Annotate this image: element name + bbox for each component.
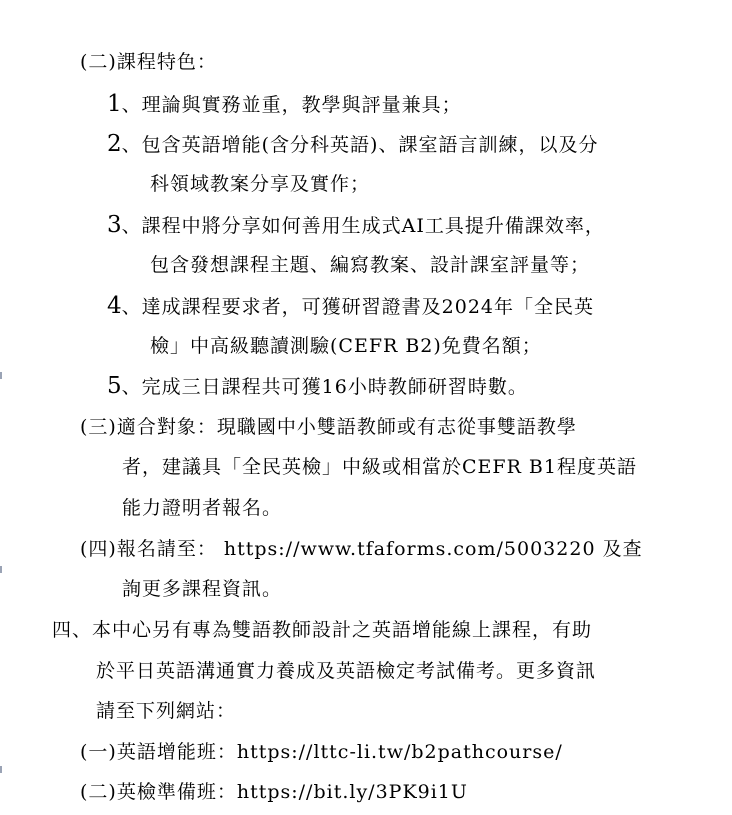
item-number: 2 <box>107 131 122 157</box>
item-text: 、達成課程要求者，可獲研習證書及2024年「全民英 <box>121 296 594 318</box>
item-text: 、理論與實務並重，教學與評量兼具； <box>121 94 462 116</box>
section-heading-audience: (三)適合對象：現職國中小雙語教師或有志從事雙語教學 <box>80 416 577 438</box>
paragraph-line: 詢更多課程資訊。 <box>122 578 283 600</box>
part-heading-online-courses: 四、本中心另有專為雙語教師設計之英語增能線上課程，有助 <box>52 619 593 641</box>
course-url-link[interactable]: https://lttc-li.tw/b2pathcourse/ <box>236 741 563 763</box>
list-item <box>107 92 462 117</box>
course-link-row <box>80 740 563 764</box>
course-label: (一)英語增能班： <box>80 741 237 763</box>
course-url-link[interactable]: https://bit.ly/3PK9i1U <box>236 781 468 803</box>
margin-mark <box>0 766 2 773</box>
section-heading-features: (二)課程特色： <box>80 51 217 73</box>
item-number: 1 <box>107 91 122 117</box>
paragraph-line: 能力證明者報名。 <box>122 497 283 519</box>
item-number: 4 <box>107 293 122 319</box>
item-text: 、完成三日課程共可獲16小時教師研習時數。 <box>121 376 528 398</box>
list-item <box>107 132 598 157</box>
item-number: 3 <box>107 212 122 238</box>
section-heading-registration[interactable]: (四)報名請至： https://www.tfaforms.com/5003220 及查 <box>80 538 643 560</box>
item-text: 、包含英語增能(含分科英語)、課室語言訓練，以及分 <box>121 134 599 156</box>
item-text: 、課程中將分享如何善用生成式AI工具提升備課效率， <box>121 215 605 237</box>
paragraph-line: 於平日英語溝通實力養成及英語檢定考試備考。更多資訊 <box>96 660 597 682</box>
course-label: (二)英檢準備班： <box>80 781 237 803</box>
paragraph-line: 請至下列網站： <box>96 700 237 722</box>
list-item <box>107 294 594 319</box>
item-number: 5 <box>107 373 122 399</box>
list-item <box>107 213 605 238</box>
item-text-continued: 包含發想課程主題、編寫教案、設計課室評量等； <box>150 254 591 276</box>
margin-mark <box>0 566 2 573</box>
list-item <box>107 374 528 399</box>
item-text-continued: 檢」中高級聽讀測驗(CEFR B2)免費名額； <box>150 335 542 357</box>
margin-mark <box>0 372 2 379</box>
paragraph-line: 者，建議具「全民英檢」中級或相當於CEFR B1程度英語 <box>122 456 637 478</box>
item-text-continued: 科領域教案分享及實作； <box>150 173 371 195</box>
course-link-row <box>80 780 468 804</box>
